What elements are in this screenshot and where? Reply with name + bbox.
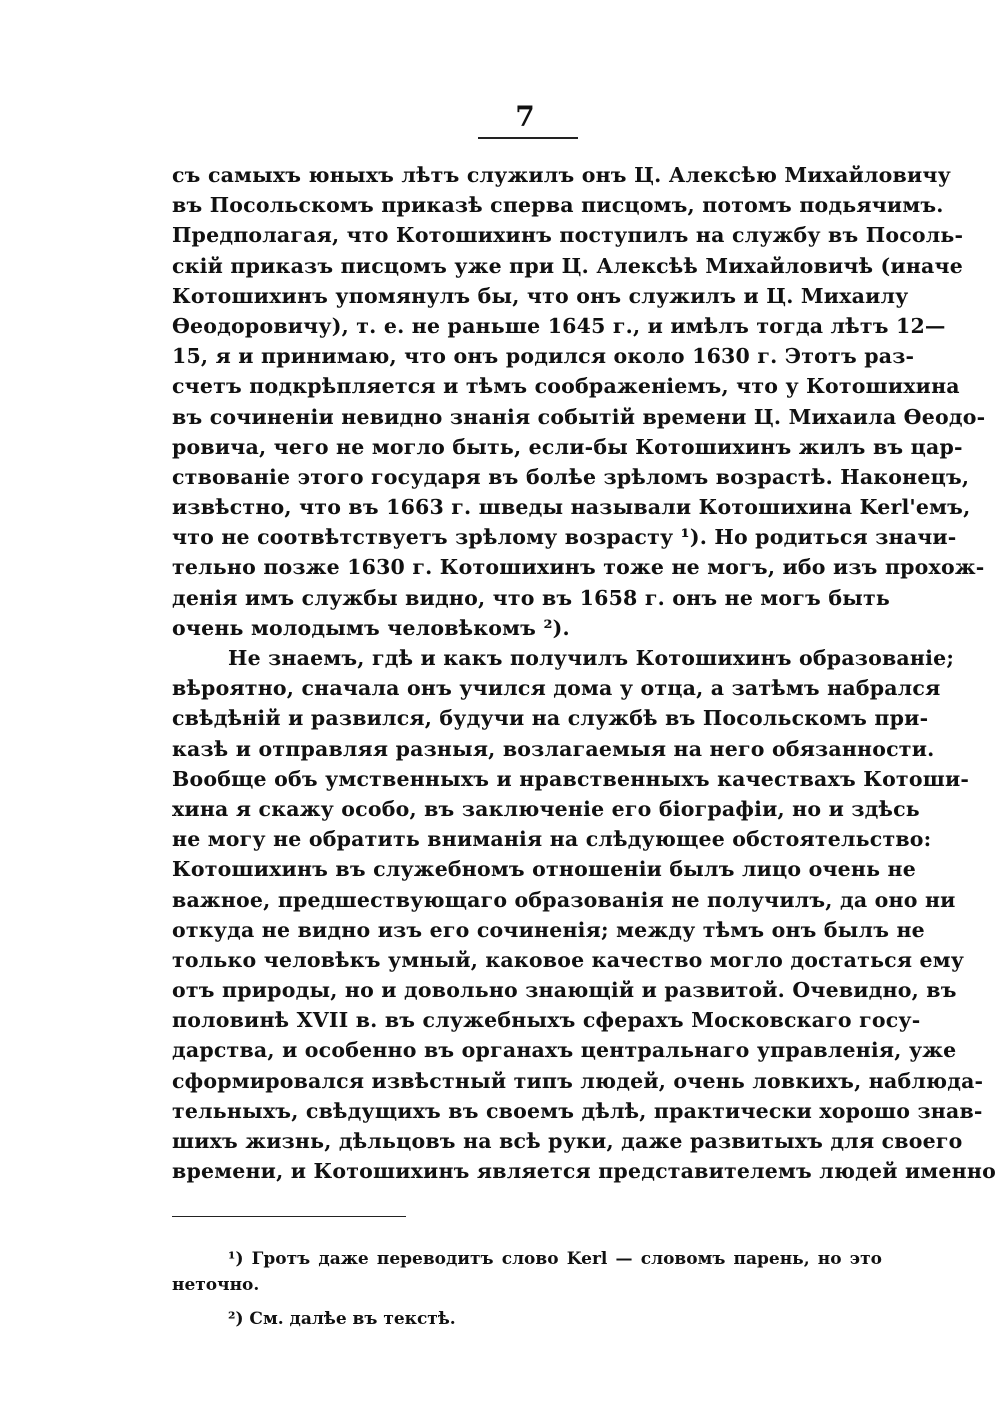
text-line: дарства, и особенно въ органахъ центральнаго управленія, уже [172,1038,957,1063]
footnote-1-continuation: неточно. [172,1275,260,1295]
paragraph-end-line: очень молодымъ человѣкомъ ²). [172,615,570,640]
text-line: важное, предшествующаго образованія не получилъ, да оно ни [172,887,956,912]
text-line: только человѣкъ умный, каковое качество могло достаться ему [172,947,965,972]
footnotes [172,1246,882,1332]
page-number-rule [478,137,578,139]
text-line: тельно позже 1630 г. Котошихинъ тоже не могъ, ибо изъ прохож- [172,555,985,580]
body-text [172,160,996,1186]
text-line: хина я скажу особо, въ заключеніе его біографіи, но и здѣсь [172,796,920,821]
page-number: 7 [515,100,535,133]
text-line: сформировался извѣстный типъ людей, очень ловкихъ, наблюда- [172,1068,984,1093]
paragraph-start-line: Не знаемъ, гдѣ и какъ получилъ Котошихинъ образованіе; [228,646,955,670]
text-line: не могу не обратить вниманія на слѣдующее обстоятельство: [172,827,932,852]
text-line: вѣроятно, сначала онъ учился дома у отца, а затѣмъ набрался [172,676,941,701]
text-line: Ѳеодоровичу), т. е. не раньше 1645 г., и имѣлъ тогда лѣтъ 12— [172,313,946,338]
text-line: свѣдѣній и развился, будучи на службѣ въ Посольскомъ при- [172,706,929,731]
text-line: скій приказъ писцомъ уже при Ц. Алексѣѣ Михайловичѣ (иначе [172,253,963,278]
text-line: ровича, чего не могло быть, если-бы Котошихинъ жилъ въ цар- [172,434,963,459]
text-line: что не соотвѣтствуетъ зрѣлому возрасту ¹). Но родиться значи- [172,525,957,550]
footnote-separator [172,1216,406,1217]
text-line: шихъ жизнь, дѣльцовъ на всѣ руки, даже развитыхъ для своего [172,1129,963,1153]
text-line: казѣ и отправляя разныя, возлагаемыя на него обязанности. [172,736,935,761]
text-line: Котошихинъ въ служебномъ отношеніи былъ лицо очень не [172,857,916,882]
text-line: отъ природы, но и довольно знающій и развитой. Очевидно, въ [172,978,957,1003]
text-line: половинѣ XVII в. въ служебныхъ сферахъ Московскаго госу- [172,1008,921,1033]
text-line: ствованіе этого государя въ болѣе зрѣломъ возрастѣ. Наконецъ, [172,464,970,489]
text-line: Котошихинъ упомянулъ бы, что онъ служилъ и Ц. Михаилу [172,283,909,308]
text-line: времени, и Котошихинъ является представителемъ людей именно [172,1159,996,1184]
text-line: Вообще объ умственныхъ и нравственныхъ качествахъ Котоши- [172,766,970,791]
text-line: съ самыхъ юныхъ лѣтъ служилъ онъ Ц. Алексѣю Михайловичу [172,163,951,187]
text-line: въ Посольскомъ приказѣ сперва писцомъ, потомъ подьячимъ. [172,193,944,218]
footnote-1: ¹) Гротъ даже переводитъ слово Kerl — словомъ парень, но это [228,1249,882,1269]
text-line: откуда не видно изъ его сочиненія; между тѣмъ онъ былъ не [172,917,925,942]
text-line: Предполагая, что Котошихинъ поступилъ на службу въ Посоль- [172,223,964,248]
text-line: 15, я и принимаю, что онъ родился около 1630 г. Этотъ раз- [172,344,915,369]
footnote-2: ²) См. далѣе въ текстѣ. [228,1309,456,1329]
text-line: счетъ подкрѣпляется и тѣмъ соображеніемъ, что у Котошихина [172,374,960,399]
text-line: денія имъ службы видно, что въ 1658 г. онъ не могъ быть [172,585,890,610]
text-line: въ сочиненіи невидно знанія событій времени Ц. Михаила Ѳеодо- [172,404,986,429]
text-line: тельныхъ, свѣдущихъ въ своемъ дѣлѣ, практически хорошо знав- [172,1098,983,1123]
text-line: извѣстно, что въ 1663 г. шведы называли Котошихина Kerl'емъ, [172,495,971,520]
